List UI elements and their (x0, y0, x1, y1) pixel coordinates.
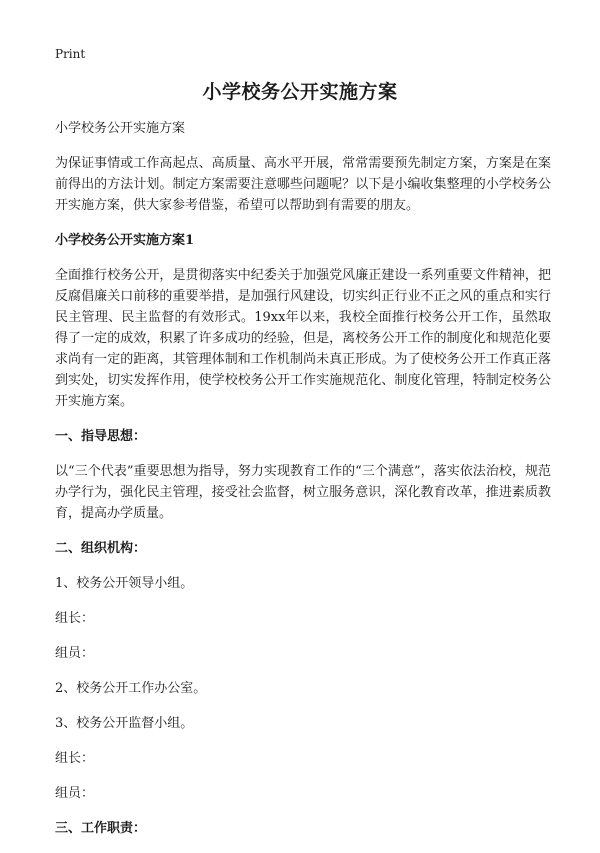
org-item-office: 2、校务公开工作办公室。 (55, 681, 207, 696)
org-leader-line: 组长： (55, 751, 95, 766)
section-paragraph: 全面推行校务公开，是贯彻落实中纪委关于加强党风廉正建设一系列重要文件精神，把反腐倡廉关口前移的重要举措，是加强行风建设，切实纠正行业不正之风的重点和实行民主管理、民主监督的有效形式。19xx年以来，我校全面推行校务公开工作，虽然取得了一定的成效，积累了许多成功的经验，但是，离校务公开工作的制度化和规范化要求尚有一定的距离，其管理体制和工作机制尚未真正形成。为了使校务公开工作真正落到实处，切实发挥作用，使学校校务公开工作实施规范化、制度化管理，特制定校务公开实施方案。 (55, 268, 551, 409)
intro-paragraph: 为保证事情或工作高起点、高质量、高水平开展，常常需要预先制定方案，方案是在案前得出的方法计划。制定方案需要注意哪些问题呢？以下是小编收集整理的小学校务公开实施方案，供大家参考借鉴，希望可以帮助到有需要的朋友。 (55, 156, 551, 213)
print-link[interactable]: Print (55, 47, 86, 61)
document-title: 小学校务公开实施方案 (202, 81, 398, 103)
guiding-paragraph: 以“三个代表”重要思想为指导，努力实现教育工作的“三个满意”，落实依法治校，规范办学行为，强化民主管理，接受社会监督，树立服务意识，深化教育改革，推进素质教育，提高办学质量。 (55, 464, 551, 521)
section-title: 小学校务公开实施方案1 (55, 233, 195, 248)
org-item-leadership-group: 1、校务公开领导小组。 (55, 576, 194, 591)
heading-organization: 二、组织机构： (55, 541, 147, 556)
document-body (55, 118, 551, 853)
document-subtitle: 小学校务公开实施方案 (55, 121, 186, 136)
org-member-line: 组员： (55, 786, 95, 801)
heading-responsibilities: 三、工作职责： (55, 821, 147, 836)
org-leader-line: 组长： (55, 611, 95, 626)
heading-guiding-ideology: 一、指导思想： (55, 429, 147, 444)
org-member-line: 组员： (55, 646, 95, 661)
org-item-supervision-group: 3、校务公开监督小组。 (55, 716, 194, 731)
